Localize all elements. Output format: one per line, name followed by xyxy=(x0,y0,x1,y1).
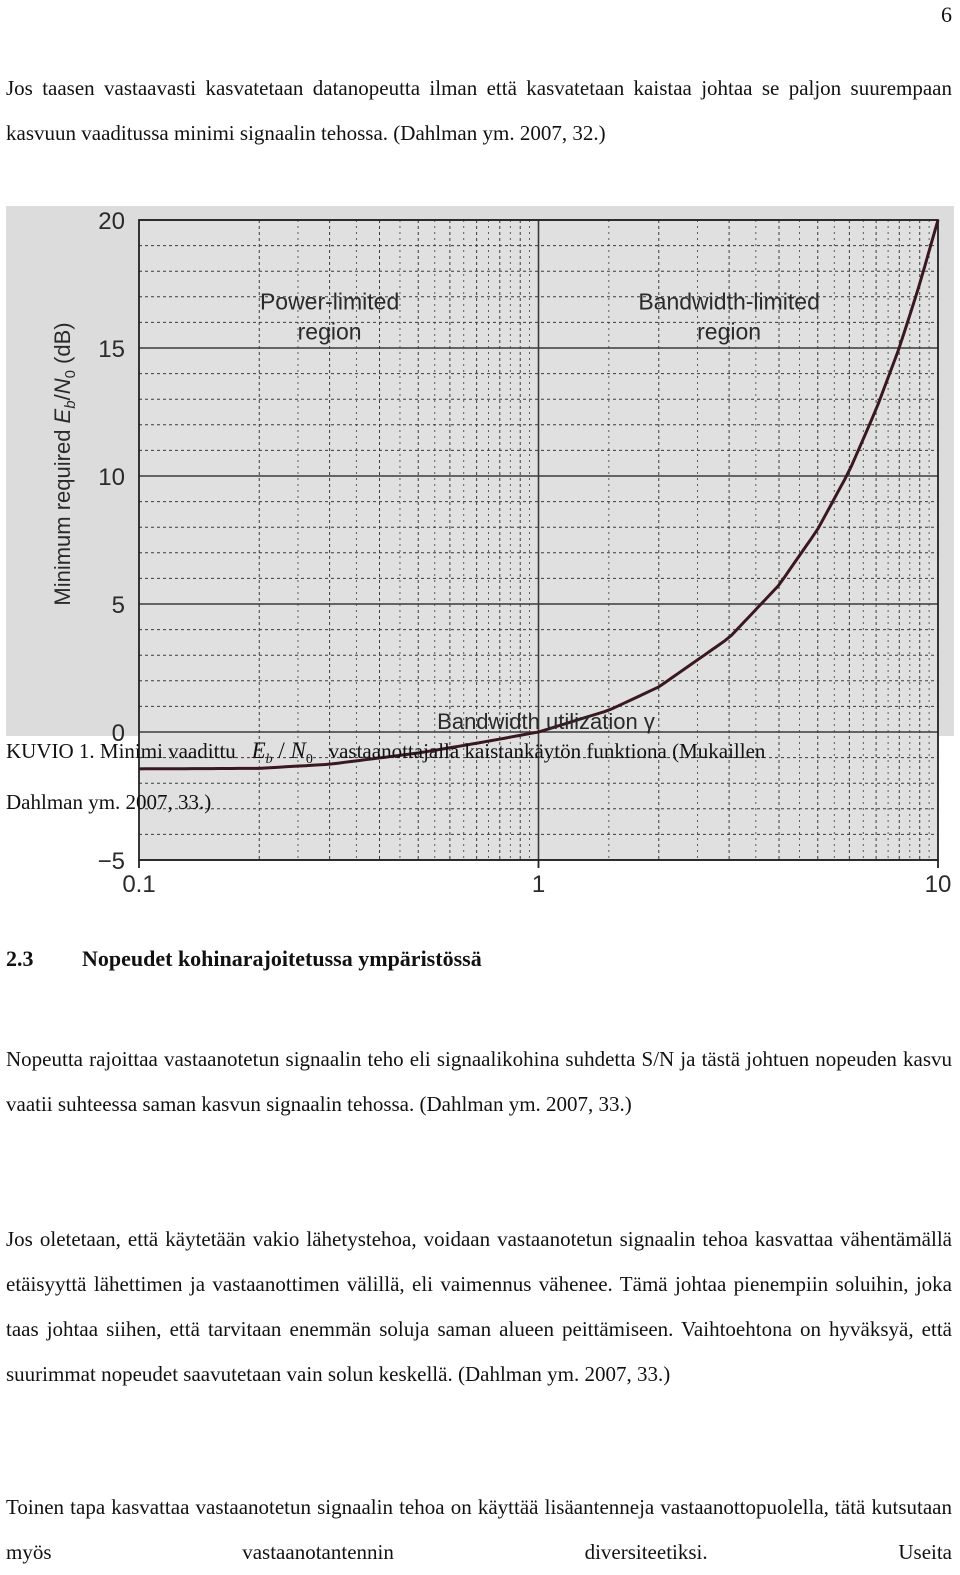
paragraph-snr: Nopeutta rajoittaa vastaanotetun signaalin teho eli signaalikohina suhdetta S/N ja tästä johtuen nopeuden kasvu vaatii suhteessa saman kasvun signaalin tehossa. (Dahlman ym. 2007, 33.) xyxy=(6,1037,952,1127)
x-tick-label: 10 xyxy=(925,871,952,898)
y-axis-label-n-sub: 0 xyxy=(62,370,79,378)
y-tick-label: 20 xyxy=(98,208,125,235)
annotation-power-limited: region xyxy=(298,319,362,345)
caption-math-n-sub: 0 xyxy=(306,752,313,767)
page-number: 6 xyxy=(941,2,952,28)
y-tick-label: −5 xyxy=(98,848,125,875)
caption-suffix: vastaanottajalla kaistankäytön funktiona (Mukaillen xyxy=(329,739,766,763)
annotation-power-limited: Power-limited xyxy=(260,289,399,315)
y-axis-label xyxy=(50,322,79,605)
caption-math-n: N xyxy=(291,738,306,763)
y-axis-label-e-sub: b xyxy=(62,400,79,408)
section-number: 2.3 xyxy=(6,946,82,972)
x-tick-label: 1 xyxy=(532,871,545,898)
y-axis-label-e: E xyxy=(50,408,75,423)
figure-caption-line2: Dahlman ym. 2007, 33.) xyxy=(6,790,211,815)
figure-caption xyxy=(6,738,765,768)
y-axis-label-n: N xyxy=(50,378,75,394)
paragraph-transmit-power: Jos oletetaan, että käytetään vakio lähetystehoa, voidaan vastaanotetun signaalin tehoa kasvattaa vähentämällä etäisyyttä lähettimen ja vastaanottimen välillä, eli vaimennus vähenee. Tämä johtaa pienempiin soluihin, joka taas johtaa siihen, että tarvitaan enemmän soluja saman alueen peittämiseen. Vaihtoehtona on hyväksyä, että suurimmat nopeudet saavutetaan vain solun keskellä. (Dahlman ym. 2007, 33.) xyxy=(6,1217,952,1397)
y-tick-label: 5 xyxy=(112,592,125,619)
y-tick-label: 10 xyxy=(98,464,125,491)
y-axis-label-pre: Minimum required xyxy=(50,423,75,605)
figure-eb-n0-chart xyxy=(6,206,954,736)
section-title: Nopeudet kohinarajoitetussa ympäristössä xyxy=(82,946,482,971)
chart-svg xyxy=(6,206,954,736)
x-tick-label: 0.1 xyxy=(122,871,155,898)
y-axis-label-post: (dB) xyxy=(50,322,75,370)
y-tick-label: 15 xyxy=(98,336,125,363)
caption-math-e-sub: b xyxy=(266,752,273,767)
annotation-bandwidth-limited: region xyxy=(697,319,761,345)
paragraph-intro: Jos taasen vastaavasti kasvatetaan datanopeutta ilman että kasvatetaan kaistaa johtaa se paljon suurempaan kasvuun vaaditussa minimi signaalin tehossa. (Dahlman ym. 2007, 32.) xyxy=(6,66,952,156)
caption-math-e: E xyxy=(252,738,266,763)
y-axis-label-slash: / xyxy=(50,393,75,400)
section-heading xyxy=(6,946,482,972)
caption-prefix: KUVIO 1. Minimi vaadittu xyxy=(6,739,236,763)
paragraph-antennas: Toinen tapa kasvattaa vastaanotetun signaalin tehoa on käyttää lisäantenneja vastaanottopuolella, tätä kutsutaan myös vastaanotantennin diversiteetiksi. Useita xyxy=(6,1485,952,1575)
x-axis-label: Bandwidth utilization γ xyxy=(437,709,655,734)
y-tick-label: 0 xyxy=(112,720,125,747)
annotation-bandwidth-limited: Bandwidth-limited xyxy=(638,289,820,315)
caption-math-slash: / xyxy=(273,738,291,763)
